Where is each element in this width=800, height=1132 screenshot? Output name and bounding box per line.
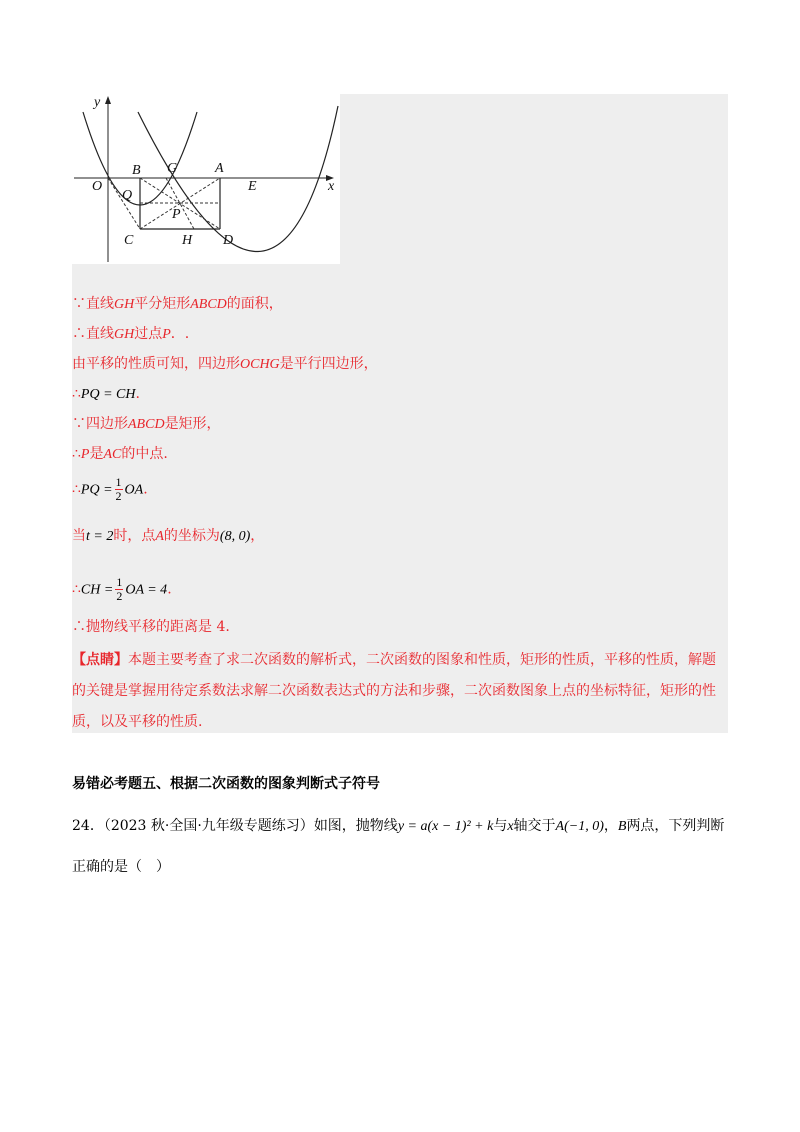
solution-line-1: ∵直线GH平分矩形ABCD的面积， [72,296,283,312]
label-d: D [223,233,234,248]
solution-line-8: 当t = 2时，点A的坐标为(8, 0)， [72,528,265,544]
segment-oc [108,178,140,229]
label-a: A [215,161,224,176]
solution-line-7: ∴PQ = $\frac{1}{2}$ OA. [72,475,148,503]
label-y: y [94,95,101,110]
solution-line-9: ∴CH = $\frac{1}{2}$ OA = 4. [72,575,172,603]
label-x: x [328,179,335,194]
tip-paragraph [72,645,722,738]
solution-line-10: ∴抛物线平移的距离是 4. [72,619,230,635]
question-24: 24．（2023 秋·全国·九年级专题练习）如图，抛物线y = a(x − 1)² + k与x轴交于A(−1, 0)，B两点，下列判断正确的是（ ） [72,818,725,875]
label-c: C [124,233,134,248]
label-g: G [167,161,178,176]
answer-box [72,94,728,733]
tip-label: 【点睛】 [72,652,128,668]
label-o: O [92,179,103,194]
label-b: B [132,163,141,178]
parabola-figure [72,94,340,264]
label-p: P [172,207,181,222]
solution-line-4: ∴PQ = CH. [72,386,140,402]
section-title: 易错必考题五、根据二次函数的图象判断式子符号 [72,776,380,792]
label-h: H [182,233,193,248]
label-q: Q [122,188,133,203]
solution-line-6: ∴P是AC的中点. [72,446,168,462]
y-axis-arrow [105,96,111,104]
solution-line-3: 由平移的性质可知，四边形OCHG是平行四边形， [72,356,378,372]
solution-line-2: ∴直线GH过点P．. [72,326,190,342]
fraction: $\frac{1}{2}$ [116,575,123,603]
parabola-right [138,106,338,252]
tip-text: 本题主要考查了求二次函数的解析式，二次函数的图象和性质，矩形的性质，平移的性质，解题的关键是掌握用待定系数法求解二次函数表达式的方法和步骤，二次函数图象上点的坐标特征，矩形的性质，以及平移的性质. [72,652,716,730]
label-e: E [248,179,257,194]
fraction: $\frac{1}{2}$ [115,475,122,503]
parabola-diagram [72,94,340,264]
solution-line-5: ∵四边形ABCD是矩形， [72,416,221,432]
